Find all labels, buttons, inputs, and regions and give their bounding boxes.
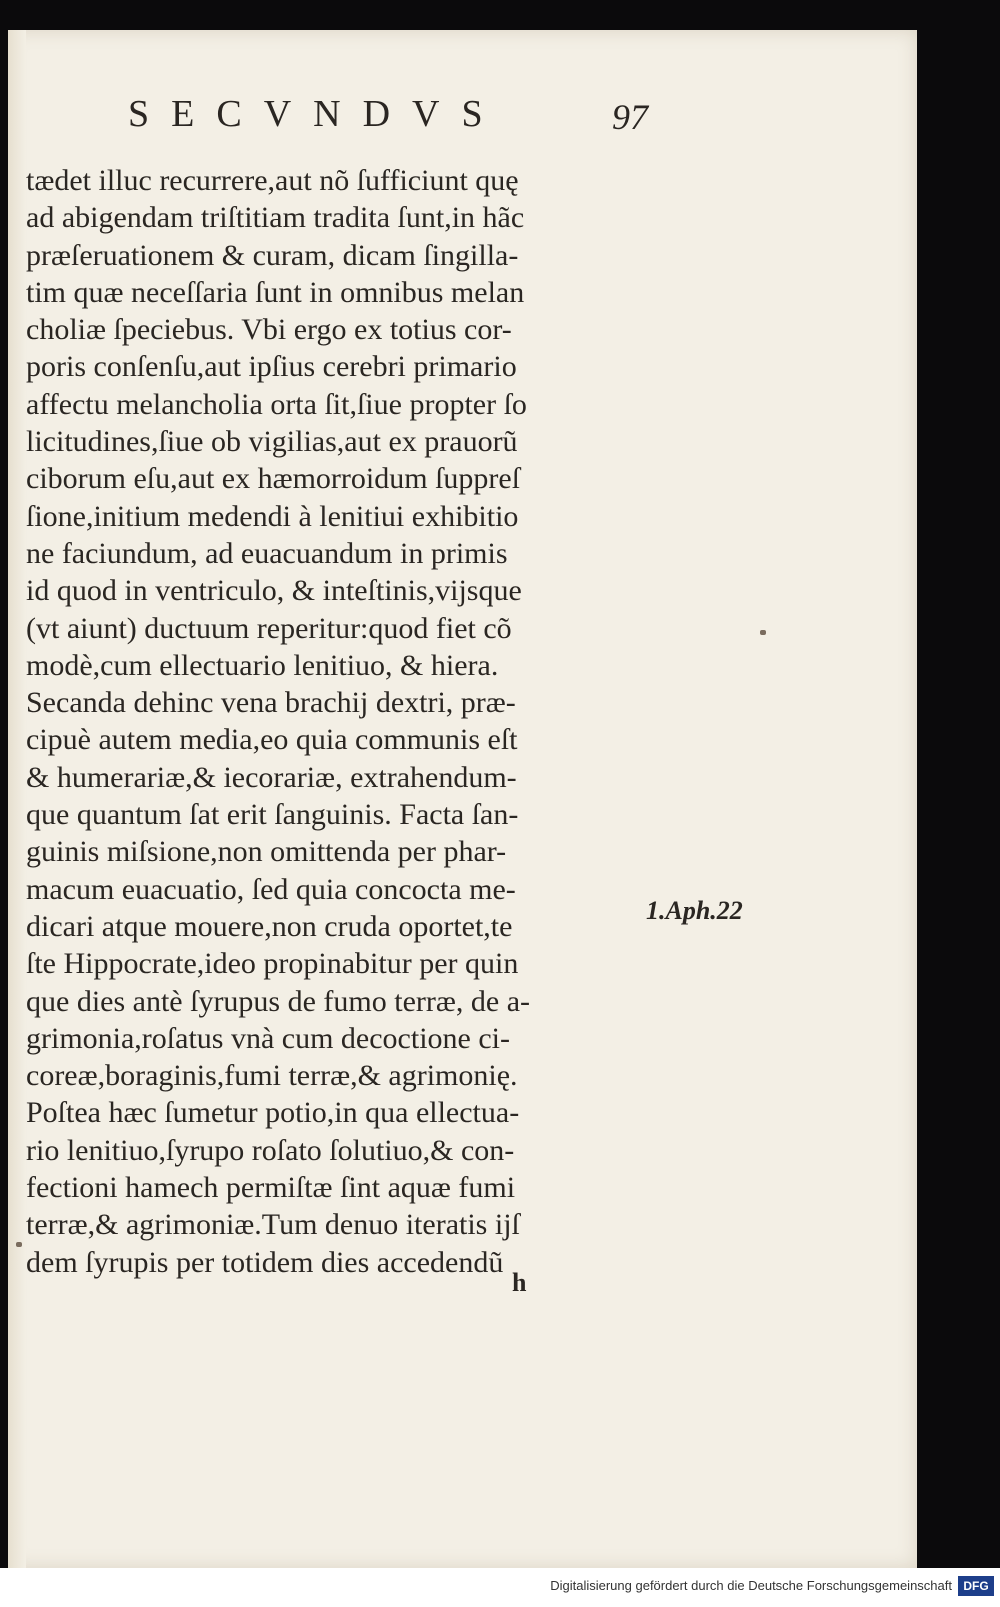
page-fold-shadow: [8, 30, 26, 1568]
text-line: præſeruationem & curam, dicam ſingilla-: [26, 238, 519, 272]
text-line: licitudines,ſiue ob vigilias,aut ex prauorũ: [26, 425, 518, 459]
text-line: dem ſyrupis per totidem dies accedendũ: [26, 1245, 504, 1279]
text-line: ad abigendam triſtitiam tradita ſunt,in hãc: [26, 201, 525, 235]
running-head: [128, 92, 648, 142]
text-line: (vt aiunt) ductuum reperitur:quod fiet cõ: [26, 611, 512, 645]
body-text: [26, 162, 646, 1281]
text-line: ne faciundum, ad euacuandum in primis: [26, 536, 508, 570]
text-line: id quod in ventriculo, & inteſtinis,vijsque: [26, 574, 522, 608]
ink-speck: [760, 630, 766, 635]
footer-credit: Digitalisierung gefördert durch die Deutsche Forschungsgemeinschaft: [550, 1578, 952, 1593]
catchword: h: [512, 1268, 527, 1297]
running-head-title: SECVNDVS: [128, 93, 505, 135]
dfg-logo-icon: DFG: [958, 1576, 994, 1596]
text-line: macum euacuatio, ſed quia concocta me-: [26, 872, 516, 906]
margin-note: 1.Aph.22: [646, 896, 743, 925]
text-line: grimonia,roſatus vnà cum decoctione ci-: [26, 1021, 510, 1055]
text-line: affectu melancholia orta ſit,ſiue propter ſo: [26, 387, 527, 421]
text-line: coreæ,boraginis,fumi terræ,& agrimonię.: [26, 1059, 518, 1093]
text-line: rio lenitiuo,ſyrupo roſato ſolutiuo,& con-: [26, 1133, 515, 1167]
text-line: dicari atque mouere,non cruda oportet,te: [26, 909, 513, 943]
text-line: Secanda dehinc vena brachij dextri, præ-: [26, 686, 516, 720]
text-line: ciborum eſu,aut ex hæmorroidum ſuppreſ: [26, 462, 521, 496]
ink-speck: [16, 1242, 22, 1247]
text-line: Poſtea hæc ſumetur potio,in qua ellectua-: [26, 1096, 520, 1130]
text-line: guinis miſsione,non omittenda per phar-: [26, 835, 507, 869]
text-line: fectioni hamech permiſtæ ſint aquæ fumi: [26, 1171, 516, 1205]
text-line: choliæ ſpeciebus. Vbi ergo ex totius cor-: [26, 313, 512, 347]
text-line: que quantum ſat erit ſanguinis. Facta ſan-: [26, 798, 519, 832]
book-page: [8, 30, 917, 1568]
page-number: 97: [612, 97, 648, 137]
text-line: terræ,& agrimoniæ.Tum denuo iteratis ijſ: [26, 1208, 520, 1242]
text-line: poris conſenſu,aut ipſius cerebri primario: [26, 350, 517, 384]
text-line: ſione,initium medendi à lenitiui exhibitio: [26, 499, 519, 533]
text-line: modè,cum ellectuario lenitiuo, & hiera.: [26, 648, 499, 682]
text-line: cipuè autem media,eo quia communis eſt: [26, 723, 518, 757]
text-line: tim quæ neceſſaria ſunt in omnibus melan: [26, 275, 525, 309]
text-line: & humerariæ,& iecorariæ, extrahendum-: [26, 760, 517, 794]
text-line: que dies antè ſyrupus de fumo terræ, de a-: [26, 984, 531, 1018]
text-line: ſte Hippocrate,ideo propinabitur per quin: [26, 947, 519, 981]
text-line: tædet illuc recurrere,aut nõ ſufficiunt quę: [26, 164, 519, 197]
digitization-footer: [0, 1568, 1000, 1607]
